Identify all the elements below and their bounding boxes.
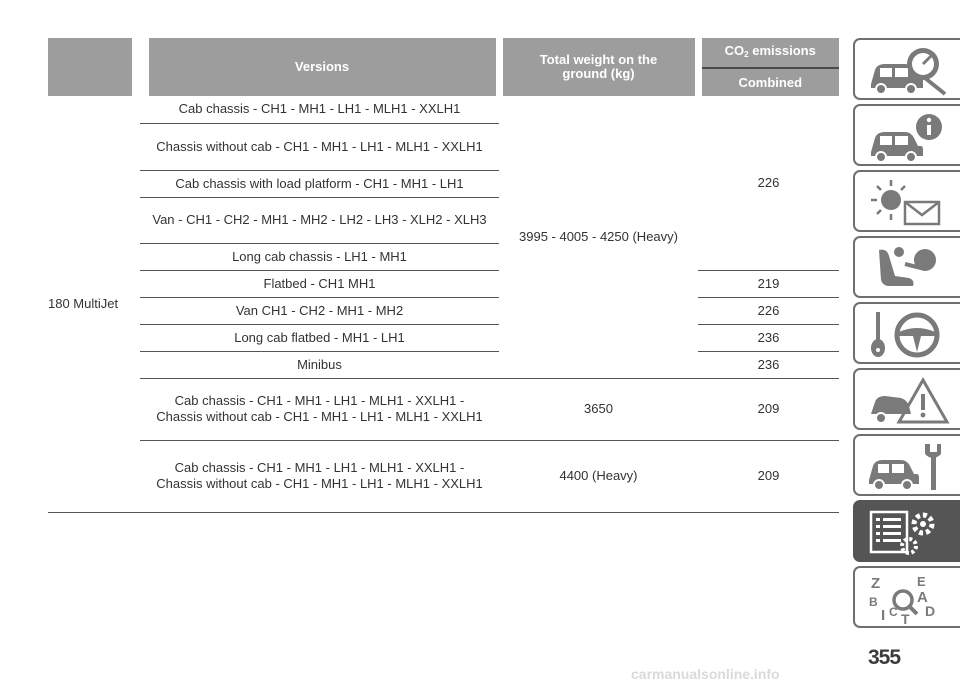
- tab-emergency[interactable]: [853, 368, 960, 430]
- co2-cell: 236: [698, 324, 839, 351]
- tab-safety[interactable]: [853, 236, 960, 298]
- weight-cell: 3995 - 4005 - 4250 (Heavy): [499, 96, 698, 378]
- page-number: 355: [868, 646, 901, 669]
- index-letter: A: [917, 589, 928, 606]
- tab-starting-driving[interactable]: [853, 302, 960, 364]
- index-letter: I: [881, 607, 886, 624]
- weight-header: Total weight on the ground (kg): [499, 38, 698, 96]
- car-info-icon: [865, 110, 955, 164]
- co2-cell: 236: [698, 351, 839, 378]
- index-letter: E: [917, 574, 926, 589]
- watermark: carmanualsonline.info: [631, 666, 780, 682]
- light-message-icon: [865, 176, 955, 230]
- index-letter: C: [889, 605, 898, 619]
- combined-header: Combined: [698, 68, 839, 96]
- version-cell: Cab chassis with load platform - CH1 - MH1 - LH1: [140, 170, 499, 197]
- version-cell: Van CH1 - CH2 - MH1 - MH2: [140, 297, 499, 324]
- tab-lights-messages[interactable]: [853, 170, 960, 232]
- version-cell: Flatbed - CH1 MH1: [140, 270, 499, 297]
- co2-emissions-header: $CO_2$ emissions: [698, 38, 839, 68]
- version-cell: Cab chassis - CH1 - MH1 - LH1 - MLH1 - XXLH1 - Chassis without cab - CH1 - MH1 - LH1 - MLH1 - XXLH1: [140, 378, 499, 440]
- index-letter: Z: [871, 575, 881, 592]
- version-cell: Chassis without cab - CH1 - MH1 - LH1 - MLH1 - XXLH1: [140, 123, 499, 170]
- seat-airbag-icon: [865, 242, 955, 296]
- version-cell: Van - CH1 - CH2 - MH1 - MH2 - LH2 - LH3 - XLH2 - XLH3: [140, 197, 499, 243]
- engine-header: [48, 38, 140, 96]
- version-cell: Long cab chassis - LH1 - MH1: [140, 243, 499, 270]
- weight-cell: 3650: [499, 378, 698, 440]
- co2-cell: 226: [698, 96, 839, 270]
- weight-cell: 4400 (Heavy): [499, 440, 698, 512]
- list-gear-icon: [865, 506, 955, 560]
- version-cell: Minibus: [140, 351, 499, 378]
- co2-cell: 209: [698, 378, 839, 440]
- co2-cell: 219: [698, 270, 839, 297]
- index-letter: T: [901, 611, 910, 626]
- alphabet-index-icon: [865, 572, 955, 626]
- versions-header: Versions: [140, 38, 499, 96]
- key-steering-wheel-icon: [865, 308, 955, 362]
- tab-dashboard[interactable]: [853, 38, 960, 100]
- version-cell: Cab chassis - CH1 - MH1 - LH1 - MLH1 - XXLH1: [140, 96, 499, 123]
- co2-cell: 226: [698, 297, 839, 324]
- version-cell: Long cab flatbed - MH1 - LH1: [140, 324, 499, 351]
- index-letter: B: [869, 595, 878, 609]
- engine-cell: 180 MultiJet: [48, 96, 140, 512]
- car-wrench-icon: [865, 440, 955, 494]
- car-warning-icon: [865, 374, 955, 428]
- version-cell: Cab chassis - CH1 - MH1 - LH1 - MLH1 - XXLH1 - Chassis without cab - CH1 - MH1 - LH1 - MLH1 - XXLH1: [140, 440, 499, 512]
- index-letter: D: [925, 603, 936, 619]
- tab-index[interactable]: [853, 566, 960, 628]
- tab-info[interactable]: [853, 104, 960, 166]
- tab-technical-specifications[interactable]: [853, 500, 960, 562]
- car-dashboard-icon: [865, 44, 955, 98]
- tab-maintenance[interactable]: [853, 434, 960, 496]
- co2-cell: 209: [698, 440, 839, 512]
- emissions-table: [48, 38, 839, 513]
